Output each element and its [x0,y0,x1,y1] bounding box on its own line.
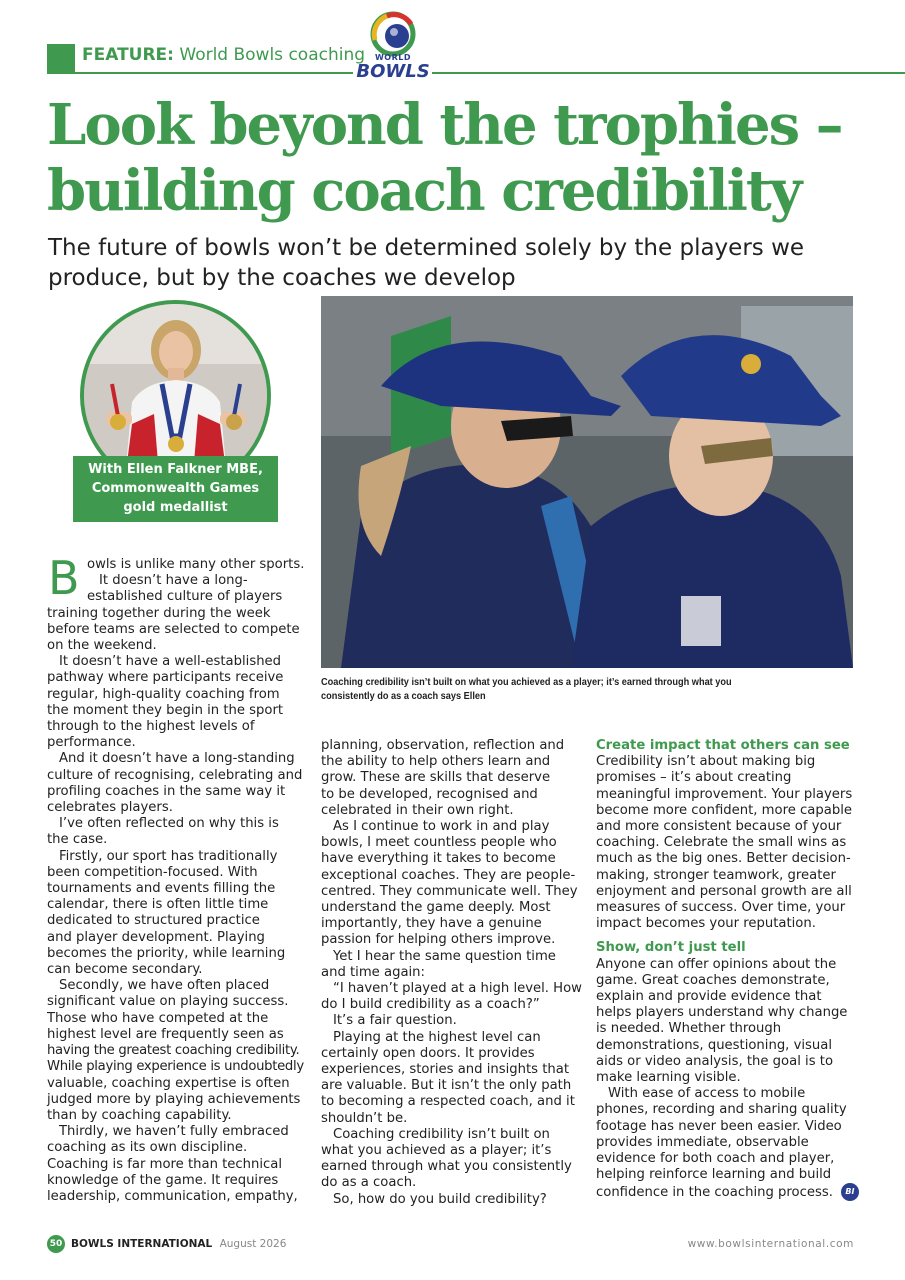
body-line: tournaments and events filling the [47,881,276,897]
body-line: training together during the week [47,605,271,621]
feature-topic: World Bowls coaching [179,45,366,65]
headline-line: Look beyond the trophies – [47,92,842,158]
feature-kicker: FEATURE: [82,45,174,65]
body-line: phones, recording and sharing quality [596,1102,847,1118]
body-line: the ability to help others learn and [321,754,551,770]
body-line: performance. [47,735,136,751]
body-line: highest level are frequently seen as [47,1026,284,1042]
body-line: centred. They communicate well. They [321,883,578,899]
header-rule-right [432,72,905,74]
body-line: and more consistent because of your [596,819,842,835]
body-line: planning, observation, reflection and [321,738,565,753]
body-line: do I build credibility as a coach?” [321,997,540,1013]
body-line: passion for helping others improve. [321,932,556,948]
body-line: do as a coach. [321,1175,417,1191]
body-line: and player development. Playing [47,929,265,945]
feature-marker [47,44,75,74]
body-line: So, how do you build credibility? [333,1191,547,1207]
body-line: meaningful improvement. Your players [596,786,853,802]
feature-photo [321,296,853,668]
body-column-3 [596,738,856,1202]
body-line: through to the highest levels of [47,719,255,735]
standfirst [48,233,868,293]
body-line: regular, high-quality coaching from [47,686,280,702]
caption-line: Coaching credibility isn’t built on what you achieved as a player; it’s earned through what you [321,677,732,688]
body-line: have everything it takes to become [321,851,556,867]
body-line: making, stronger teamwork, greater [596,867,836,883]
body-line: evidence for both coach and player, [596,1151,835,1167]
feature-label [82,44,365,66]
body-line: It doesn’t have a long- [99,573,248,589]
body-line: make learning visible. [596,1070,741,1086]
body-line: As I continue to work in and play [333,819,550,835]
body-line: measures of success. Over time, your [596,900,846,916]
body-line: I’ve often reflected on why this is [59,816,279,832]
body-line: earned through what you consistently [321,1159,572,1175]
body-line: the moment they begin in the sport [47,702,284,718]
body-line: Coaching is far more than technical [47,1156,283,1172]
body-line: Firstly, our sport has traditionally [59,848,278,864]
body-line: Anyone can offer opinions about the [596,956,837,972]
body-line: exceptional coaches. They are people- [321,867,576,883]
headline [47,92,897,224]
end-mark-icon: BI [841,1183,859,1201]
body-line: experiences, stories and insights that [321,1062,570,1078]
body-line: on the weekend. [47,638,157,654]
body-line: leadership, communication, empathy, [47,1188,298,1204]
body-line: certainly open doors. It provides [321,1045,535,1061]
body-line: owls is unlike many other sports. [87,557,305,572]
body-line: are valuable. But it isn’t the only path [321,1078,572,1094]
body-line: much as the big ones. Better decision- [596,851,851,867]
subheading-show: Show, don’t just tell [596,940,746,956]
author-credit-line: With Ellen Falkner MBE, [88,462,263,477]
body-line: importantly, they have a genuine [321,916,542,932]
section-gap [596,932,856,940]
body-line: becomes the priority, while learning [47,945,286,961]
body-line: having the greatest coaching credibility. [47,1043,300,1059]
body-line: With ease of access to mobile [608,1086,806,1102]
body-line: helping reinforce learning and build [596,1167,832,1183]
body-line: footage has never been easier. Video [596,1118,842,1134]
body-line: to be developed, recognised and [321,786,538,802]
body-line: impact becomes your reputation. [596,916,816,932]
body-line: coaching as its own discipline. [47,1140,248,1156]
body-column-1 [47,551,305,1205]
body-line: become more confident, more capable [596,802,852,818]
body-line: judged more by playing achievements [47,1091,301,1107]
body-line: coaching. Celebrate the small wins as [596,835,847,851]
body-line: and time again: [321,964,425,980]
body-line-text: confidence in the coaching process. [596,1185,833,1201]
body-line: “I haven’t played at a high level. How [333,981,582,997]
caption-line: consistently do as a coach says Ellen [321,691,486,702]
body-line: And it doesn’t have a long-standing [59,751,295,767]
body-line: Coaching credibility isn’t built on [333,1126,550,1142]
author-credit-line: gold medallist [123,500,228,515]
headline-line: building coach credibility [47,158,801,224]
magazine-name: BOWLS INTERNATIONAL [71,1238,213,1250]
subheading-impact: Create impact that others can see [596,738,850,753]
body-line: Playing at the highest level can [333,1029,541,1045]
body-line: Secondly, we have often placed [59,978,270,994]
body-line: Yet I hear the same question time [333,948,556,964]
body-line: calendar, there is often little time [47,897,269,913]
body-line-last [596,1183,856,1201]
body-line: It’s a fair question. [333,1013,457,1029]
body-line: Thirdly, we haven’t fully embraced [59,1124,289,1140]
body-line: game. Great coaches demonstrate, [596,972,830,988]
issue-date: August 2026 [219,1238,287,1250]
body-line: established culture of players [87,589,283,605]
body-line: the case. [47,832,108,848]
photo-caption [321,676,810,704]
body-line: is needed. Whether through [596,1021,782,1037]
standfirst-line: The future of bowls won’t be determined solely by the players we [48,235,805,261]
body-line: than by coaching capability. [47,1107,232,1123]
footer-publication [71,1237,286,1251]
body-line: been competition-focused. With [47,864,258,880]
body-line: profiling coaches in the same way it [47,783,286,799]
body-line: what you achieved as a player; it’s [321,1143,552,1159]
body-line: provides immediate, observable [596,1134,809,1150]
coaches-photo [321,296,853,668]
body-line: Credibility isn’t about making big [596,754,816,770]
body-line: celebrated in their own right. [321,802,514,818]
body-line: grow. These are skills that deserve [321,770,551,786]
body-line: Those who have competed at the [47,1010,269,1026]
page-number: 50 [47,1235,65,1253]
body-line: enjoyment and personal growth are all [596,883,852,899]
body-line: explain and provide evidence that [596,989,822,1005]
body-line: knowledge of the game. It requires [47,1172,279,1188]
body-line: valuable, coaching expertise is often [47,1075,290,1091]
body-line: pathway where participants receive [47,670,284,686]
body-line: dedicated to structured practice [47,913,260,929]
body-line: It doesn’t have a well-established [59,654,282,670]
body-line: significant value on playing success. [47,994,289,1010]
body-line: bowls, I meet countless people who [321,835,557,851]
author-credit [73,456,278,522]
body-line: helps players understand why change [596,1005,848,1021]
standfirst-line: produce, but by the coaches we develop [48,265,516,291]
footer-website: www.bowlsinternational.com [687,1238,854,1250]
body-column-2 [321,738,582,1208]
logo-bowls-text: BOWLS [356,61,430,82]
body-line: demonstrations, questioning, visual [596,1037,833,1053]
body-line: shouldn’t be. [321,1110,408,1126]
world-bowls-logo [353,10,433,82]
body-line: celebrates players. [47,800,173,816]
body-line: understand the game deeply. Most [321,900,551,916]
body-line: before teams are selected to compete [47,621,300,637]
body-line: to becoming a respected coach, and it [321,1094,575,1110]
author-credit-line: Commonwealth Games [91,481,260,496]
body-line: promises – it’s about creating [596,770,792,786]
body-line: can become secondary. [47,962,203,978]
logo-world-text: WORLD [374,53,412,62]
body-line: aids or video analysis, the goal is to [596,1053,834,1069]
body-line: culture of recognising, celebrating and [47,767,303,783]
header-rule-left [47,72,353,74]
drop-cap: B [48,551,80,605]
body-line: While playing experience is undoubtedly [47,1059,304,1075]
